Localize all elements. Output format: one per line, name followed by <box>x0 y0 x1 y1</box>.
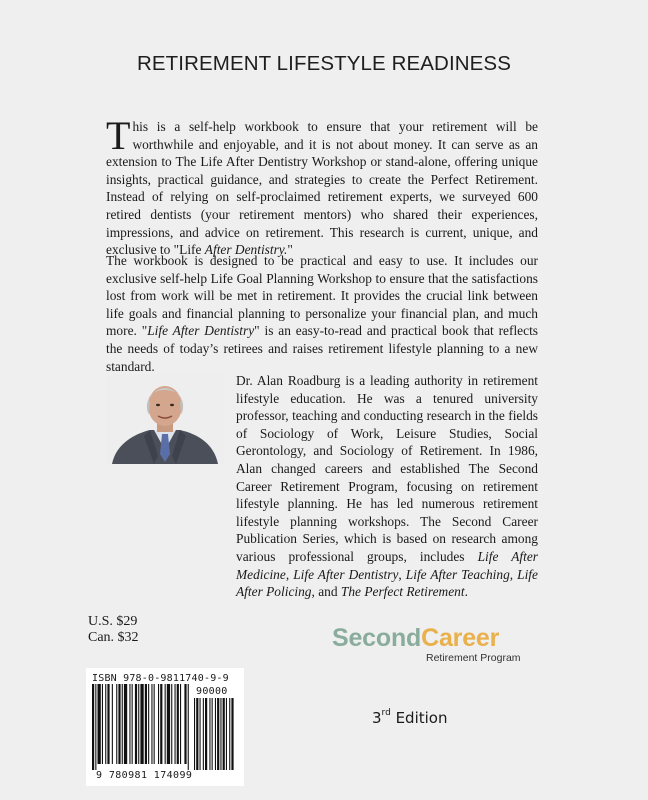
edition-text: Edition <box>390 709 448 727</box>
edition-number: 3 <box>372 709 382 727</box>
book-title: Life After Medicine <box>236 548 538 582</box>
intro-end: " <box>287 242 293 258</box>
logo-career: Career <box>421 624 500 652</box>
book-title: The Perfect Retirement <box>340 584 465 600</box>
author-bio <box>236 372 538 601</box>
publisher-logo <box>332 625 499 651</box>
workbook-text-b: " is an easy-to-read and practical book that reflects the needs of today’s retirees and raises retirement lifestyle planning to a new standard. <box>106 323 538 374</box>
workbook-italic: Life After Dentistry <box>147 323 255 339</box>
price-can: Can. $32 <box>88 630 139 645</box>
bio-end: . <box>464 584 468 600</box>
page-title: RETIREMENT LIFESTYLE READINESS <box>137 52 511 75</box>
barcode-number: 9 780981 174099 <box>96 770 193 781</box>
price-us: U.S. $29 <box>88 614 138 629</box>
book-title: Life After Teaching <box>405 566 510 582</box>
book-separator: , <box>398 566 406 582</box>
intro-text: his is a self-help workbook to ensure that your retirement will be worthwhile and enjoyable, and it is not about money. It can serve as an extension to The Life After Dentistry Workshop or stand-alone, offering unique insights, practical guidance, and strategies to create the Perfect Retirement. Instead of relying on self-proclaimed retirement experts, we surveyed 600 retired dentists (your retirement mentors) who shared their experiences, impressions, and advice on retirement. This research is current, unique, and exclusive to "Life <box>106 119 538 258</box>
workbook-paragraph <box>106 252 538 375</box>
author-bio-text: Dr. Alan Roadburg is a leading authority in retirement lifestyle education. He was a tenured university professor, teaching and conducting research in the fields of Sociology of Work, Leisure Studies, Social Gerontology, and Sociology of Retirement. In 1986, Alan changed careers and established The Second Career Retirement Program, focusing on retirement lifestyle planning. He has led numerous retirement lifestyle planning workshops. The Second Career Publication Series, which is based on research among various professional groups, includes <box>236 373 538 564</box>
edition-label <box>372 709 447 727</box>
author-photo <box>106 374 224 464</box>
intro-paragraph <box>106 113 538 259</box>
author-portrait-illustration <box>106 374 224 464</box>
barcode-addon-text: 90000 <box>196 686 228 697</box>
logo-second: Second <box>332 624 422 652</box>
drop-cap: T <box>106 113 131 158</box>
isbn-text: ISBN 978-0-9811740-9-9 <box>92 673 229 684</box>
book-separator: , <box>285 566 294 582</box>
book-separator: , <box>509 566 518 582</box>
edition-suffix: rd <box>381 708 391 718</box>
book-title: Life After Policing <box>236 566 538 600</box>
logo-subtitle: Retirement Program <box>426 652 521 664</box>
intro-italic: After Dentistry. <box>204 242 288 258</box>
barcode-icon <box>90 684 240 770</box>
book-title: Life After Dentistry <box>293 566 399 582</box>
workbook-text-a: The workbook is designed to be practical and easy to use. It includes our exclusive self-help Life Goal Planning Workshop to ensure that the satisfactions lost from work will be met in retirement. It provides the crucial link between life goals and financial planning to personalize your financial plan, and much more. " <box>106 253 538 339</box>
book-separator: , and <box>311 584 341 600</box>
